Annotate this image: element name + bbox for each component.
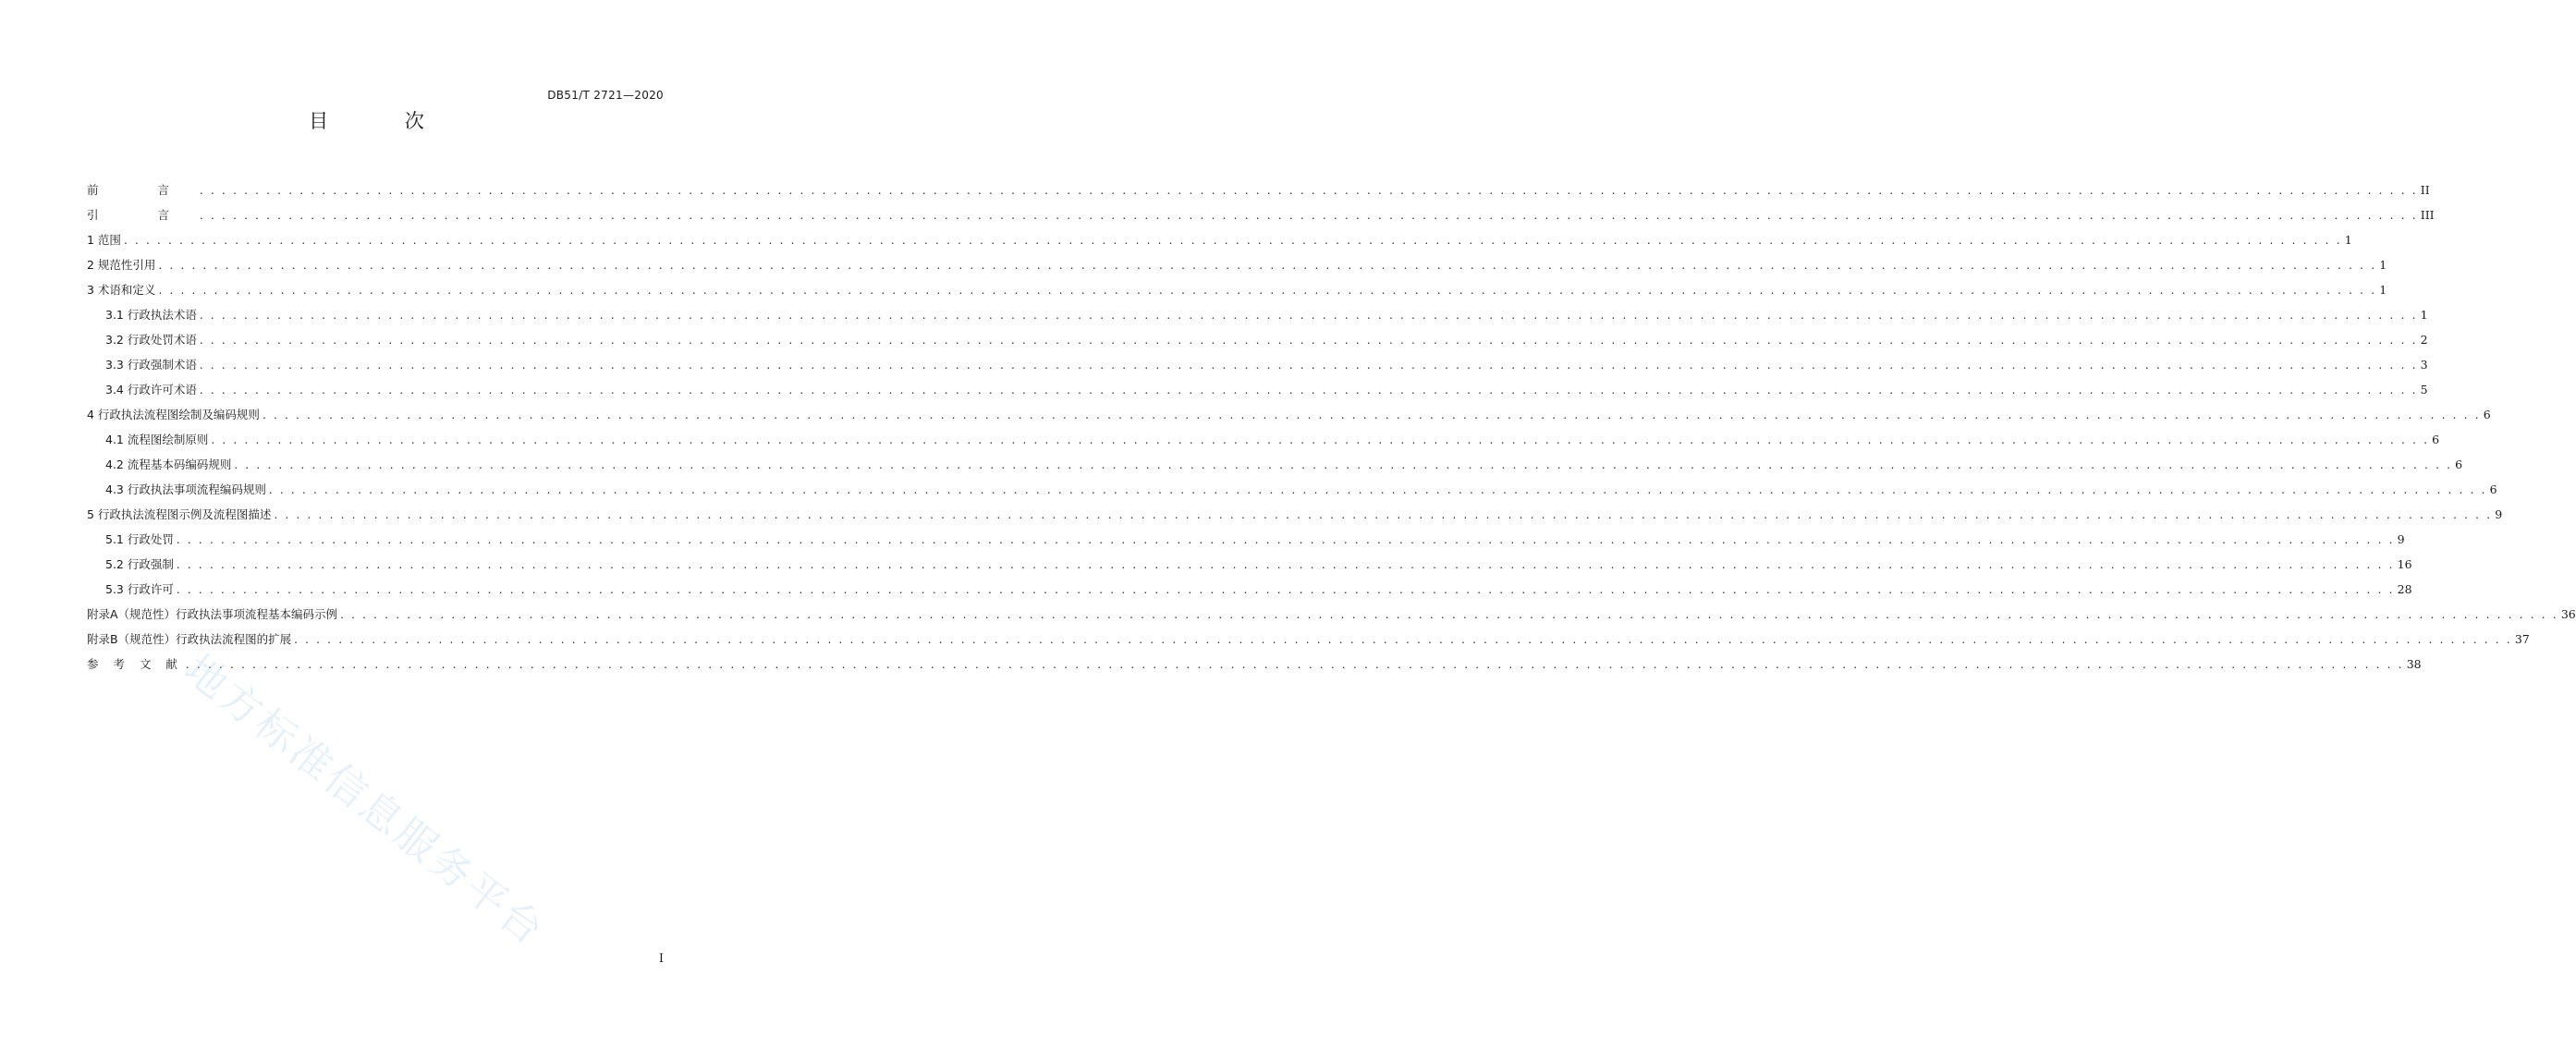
toc-entry-label: 引 言 <box>87 208 197 222</box>
toc-entry-label: 4.3 行政执法事项流程编码规则 <box>105 482 266 496</box>
toc-entry[interactable] <box>87 427 2440 452</box>
toc-entry-label: 参 考 文 献 <box>87 657 183 671</box>
toc-entry-page: 9 <box>2397 532 2405 546</box>
toc-entry[interactable] <box>87 627 2530 652</box>
toc-leader-dots: . . . . . . . . . . . . . . . . . . . . . . . . . . . . . . . . . . . . . . . . . . . . . . . . . . . . . . . . . . . . . . . . . . . . . . . . . . . . . . . . . . . . . . . . . . . . . . . . . . . . . . . . . . . . . . . . . . . . . . . . . . . . . . . . . . . . . . . . . . . . . . . . . . . . . . . . . . . . . . . . . . . . . . . . . . . . . . . . . . . . . . . . . . . . . . . . . . . . . . . . <box>340 608 2558 621</box>
toc-leader-dots: . . . . . . . . . . . . . . . . . . . . . . . . . . . . . . . . . . . . . . . . . . . . . . . . . . . . . . . . . . . . . . . . . . . . . . . . . . . . . . . . . . . . . . . . . . . . . . . . . . . . . . . . . . . . . . . . . . . . . . . . . . . . . . . . . . . . . . . . . . . . . . . . . . . . . . . . . . . . . . . . . . . . . . . . . . . . . . . . . . . . . . . . . . . . . . . . . . . . . . . . <box>294 633 2512 646</box>
toc-entry-page: 5 <box>2420 383 2428 396</box>
toc-entry-label: 1 范围 <box>87 233 121 247</box>
toc-entry[interactable] <box>87 252 2387 277</box>
toc-entry-page: 1 <box>2420 308 2428 322</box>
toc-entry-label: 附录B（规范性）行政执法流程图的扩展 <box>87 632 292 646</box>
toc-entry[interactable] <box>87 227 2352 252</box>
toc-entry-page: 36 <box>2560 607 2576 621</box>
toc-leader-dots: . . . . . . . . . . . . . . . . . . . . . . . . . . . . . . . . . . . . . . . . . . . . . . . . . . . . . . . . . . . . . . . . . . . . . . . . . . . . . . . . . . . . . . . . . . . . . . . . . . . . . . . . . . . . . . . . . . . . . . . . . . . . . . . . . . . . . . . . . . . . . . . . . . . . . . . . . . . . . . . . . . . . . . . . . . . . . . . . . . . . . . . . . . . . . . . . . . . . . . . . <box>234 458 2453 471</box>
toc-entry-page: 1 <box>2379 258 2387 272</box>
toc-leader-dots: . . . . . . . . . . . . . . . . . . . . . . . . . . . . . . . . . . . . . . . . . . . . . . . . . . . . . . . . . . . . . . . . . . . . . . . . . . . . . . . . . . . . . . . . . . . . . . . . . . . . . . . . . . . . . . . . . . . . . . . . . . . . . . . . . . . . . . . . . . . . . . . . . . . . . . . . . . . . . . . . . . . . . . . . . . . . . . . . . . . . . . . . . . . . . . . . . . . . . . . . <box>199 384 2418 396</box>
toc-entry[interactable] <box>87 527 2405 552</box>
toc-leader-dots: . . . . . . . . . . . . . . . . . . . . . . . . . . . . . . . . . . . . . . . . . . . . . . . . . . . . . . . . . . . . . . . . . . . . . . . . . . . . . . . . . . . . . . . . . . . . . . . . . . . . . . . . . . . . . . . . . . . . . . . . . . . . . . . . . . . . . . . . . . . . . . . . . . . . . . . . . . . . . . . . . . . . . . . . . . . . . . . . . . . . . . . . . . . . . . . . . . . . . . . . <box>262 409 2481 421</box>
toc-entry[interactable] <box>87 577 2412 602</box>
toc-leader-dots: . . . . . . . . . . . . . . . . . . . . . . . . . . . . . . . . . . . . . . . . . . . . . . . . . . . . . . . . . . . . . . . . . . . . . . . . . . . . . . . . . . . . . . . . . . . . . . . . . . . . . . . . . . . . . . . . . . . . . . . . . . . . . . . . . . . . . . . . . . . . . . . . . . . . . . . . . . . . . . . . . . . . . . . . . . . . . . . . . . . . . . . . . . . . . . . . . . . . . . . . <box>274 508 2493 521</box>
toc-entry-label: 附录A（规范性）行政执法事项流程基本编码示例 <box>87 607 338 621</box>
document-code: DB51/T 2721—2020 <box>547 89 664 102</box>
toc-entry-page: 38 <box>2406 657 2422 671</box>
toc-entry-page: 1 <box>2379 283 2387 297</box>
toc-entry[interactable] <box>87 377 2428 402</box>
watermark: 地方标准信息服务平台 <box>175 645 555 957</box>
toc-entry-label: 3 术语和定义 <box>87 283 156 297</box>
toc-entry-page: 6 <box>2483 408 2491 421</box>
toc-leader-dots: . . . . . . . . . . . . . . . . . . . . . . . . . . . . . . . . . . . . . . . . . . . . . . . . . . . . . . . . . . . . . . . . . . . . . . . . . . . . . . . . . . . . . . . . . . . . . . . . . . . . . . . . . . . . . . . . . . . . . . . . . . . . . . . . . . . . . . . . . . . . . . . . . . . . . . . . . . . . . . . . . . . . . . . . . . . . . . . . . . . . . . . . . . . . . . . . . . . . . . . . <box>199 184 2418 197</box>
toc-leader-dots: . . . . . . . . . . . . . . . . . . . . . . . . . . . . . . . . . . . . . . . . . . . . . . . . . . . . . . . . . . . . . . . . . . . . . . . . . . . . . . . . . . . . . . . . . . . . . . . . . . . . . . . . . . . . . . . . . . . . . . . . . . . . . . . . . . . . . . . . . . . . . . . . . . . . . . . . . . . . . . . . . . . . . . . . . . . . . . . . . . . . . . . . . . . . . . . . . . . . . . . . <box>176 558 2395 571</box>
toc-leader-dots: . . . . . . . . . . . . . . . . . . . . . . . . . . . . . . . . . . . . . . . . . . . . . . . . . . . . . . . . . . . . . . . . . . . . . . . . . . . . . . . . . . . . . . . . . . . . . . . . . . . . . . . . . . . . . . . . . . . . . . . . . . . . . . . . . . . . . . . . . . . . . . . . . . . . . . . . . . . . . . . . . . . . . . . . . . . . . . . . . . . . . . . . . . . . . . . . . . . . . . . . <box>185 658 2404 671</box>
toc-entry-page: 6 <box>2455 458 2463 471</box>
toc-entry-label: 3.4 行政许可术语 <box>105 383 197 396</box>
toc-entry[interactable] <box>87 452 2463 477</box>
toc-leader-dots: . . . . . . . . . . . . . . . . . . . . . . . . . . . . . . . . . . . . . . . . . . . . . . . . . . . . . . . . . . . . . . . . . . . . . . . . . . . . . . . . . . . . . . . . . . . . . . . . . . . . . . . . . . . . . . . . . . . . . . . . . . . . . . . . . . . . . . . . . . . . . . . . . . . . . . . . . . . . . . . . . . . . . . . . . . . . . . . . . . . . . . . . . . . . . . . . . . . . . . . . <box>199 359 2418 372</box>
toc-entry[interactable] <box>87 177 2430 202</box>
toc-leader-dots: . . . . . . . . . . . . . . . . . . . . . . . . . . . . . . . . . . . . . . . . . . . . . . . . . . . . . . . . . . . . . . . . . . . . . . . . . . . . . . . . . . . . . . . . . . . . . . . . . . . . . . . . . . . . . . . . . . . . . . . . . . . . . . . . . . . . . . . . . . . . . . . . . . . . . . . . . . . . . . . . . . . . . . . . . . . . . . . . . . . . . . . . . . . . . . . . . . . . . . . . <box>199 209 2418 222</box>
toc-entry[interactable] <box>87 402 2491 427</box>
toc-entry[interactable] <box>87 302 2428 327</box>
toc-entry-page: 1 <box>2344 233 2352 247</box>
toc-entry[interactable] <box>87 352 2428 377</box>
toc-entry-page: III <box>2420 208 2435 222</box>
toc-entry-label: 4 行政执法流程图绘制及编码规则 <box>87 408 260 421</box>
page-title: 目 次 <box>309 110 459 132</box>
toc-entry[interactable] <box>87 602 2576 627</box>
toc-entry-page: 2 <box>2420 333 2428 347</box>
toc-entry-label: 5.2 行政强制 <box>105 557 174 571</box>
toc-entry-page: 37 <box>2514 632 2530 646</box>
toc-entry-label: 3.1 行政执法术语 <box>105 308 197 322</box>
toc-leader-dots: . . . . . . . . . . . . . . . . . . . . . . . . . . . . . . . . . . . . . . . . . . . . . . . . . . . . . . . . . . . . . . . . . . . . . . . . . . . . . . . . . . . . . . . . . . . . . . . . . . . . . . . . . . . . . . . . . . . . . . . . . . . . . . . . . . . . . . . . . . . . . . . . . . . . . . . . . . . . . . . . . . . . . . . . . . . . . . . . . . . . . . . . . . . . . . . . . . . . . . . . <box>158 259 2377 272</box>
toc-entry-label: 5.3 行政许可 <box>105 582 174 596</box>
toc-leader-dots: . . . . . . . . . . . . . . . . . . . . . . . . . . . . . . . . . . . . . . . . . . . . . . . . . . . . . . . . . . . . . . . . . . . . . . . . . . . . . . . . . . . . . . . . . . . . . . . . . . . . . . . . . . . . . . . . . . . . . . . . . . . . . . . . . . . . . . . . . . . . . . . . . . . . . . . . . . . . . . . . . . . . . . . . . . . . . . . . . . . . . . . . . . . . . . . . . . . . . . . . <box>268 483 2487 496</box>
toc-entry-page: 6 <box>2489 482 2497 496</box>
toc-entry-page: 3 <box>2420 358 2428 372</box>
toc-entry[interactable] <box>87 277 2387 302</box>
toc-entry-page: 9 <box>2495 507 2503 521</box>
toc-entry-label: 5 行政执法流程图示例及流程图描述 <box>87 507 272 521</box>
toc-entry-page: II <box>2420 183 2430 197</box>
toc-entry-label: 3.3 行政强制术语 <box>105 358 197 372</box>
toc-entry-label: 2 规范性引用 <box>87 258 156 272</box>
toc-leader-dots: . . . . . . . . . . . . . . . . . . . . . . . . . . . . . . . . . . . . . . . . . . . . . . . . . . . . . . . . . . . . . . . . . . . . . . . . . . . . . . . . . . . . . . . . . . . . . . . . . . . . . . . . . . . . . . . . . . . . . . . . . . . . . . . . . . . . . . . . . . . . . . . . . . . . . . . . . . . . . . . . . . . . . . . . . . . . . . . . . . . . . . . . . . . . . . . . . . . . . . . . <box>176 583 2395 596</box>
page-number: I <box>658 952 664 966</box>
toc-entry-label: 5.1 行政处罚 <box>105 532 174 546</box>
toc-entry-label: 4.1 流程图绘制原则 <box>105 433 209 446</box>
toc-entry-page: 16 <box>2397 557 2412 571</box>
toc-entry[interactable] <box>87 202 2435 227</box>
toc-leader-dots: . . . . . . . . . . . . . . . . . . . . . . . . . . . . . . . . . . . . . . . . . . . . . . . . . . . . . . . . . . . . . . . . . . . . . . . . . . . . . . . . . . . . . . . . . . . . . . . . . . . . . . . . . . . . . . . . . . . . . . . . . . . . . . . . . . . . . . . . . . . . . . . . . . . . . . . . . . . . . . . . . . . . . . . . . . . . . . . . . . . . . . . . . . . . . . . . . . . . . . . . <box>199 309 2418 322</box>
toc-leader-dots: . . . . . . . . . . . . . . . . . . . . . . . . . . . . . . . . . . . . . . . . . . . . . . . . . . . . . . . . . . . . . . . . . . . . . . . . . . . . . . . . . . . . . . . . . . . . . . . . . . . . . . . . . . . . . . . . . . . . . . . . . . . . . . . . . . . . . . . . . . . . . . . . . . . . . . . . . . . . . . . . . . . . . . . . . . . . . . . . . . . . . . . . . . . . . . . . . . . . . . . . <box>199 334 2418 347</box>
toc-entry-label: 3.2 行政处罚术语 <box>105 333 197 347</box>
toc-leader-dots: . . . . . . . . . . . . . . . . . . . . . . . . . . . . . . . . . . . . . . . . . . . . . . . . . . . . . . . . . . . . . . . . . . . . . . . . . . . . . . . . . . . . . . . . . . . . . . . . . . . . . . . . . . . . . . . . . . . . . . . . . . . . . . . . . . . . . . . . . . . . . . . . . . . . . . . . . . . . . . . . . . . . . . . . . . . . . . . . . . . . . . . . . . . . . . . . . . . . . . . . <box>123 234 2342 247</box>
toc-entry[interactable] <box>87 477 2497 502</box>
toc-entry[interactable] <box>87 652 2422 677</box>
toc-entry[interactable] <box>87 552 2412 577</box>
toc-entry-label: 4.2 流程基本码编码规则 <box>105 458 232 471</box>
toc-entry-label: 前 言 <box>87 183 197 197</box>
toc-entry[interactable] <box>87 327 2428 352</box>
toc-leader-dots: . . . . . . . . . . . . . . . . . . . . . . . . . . . . . . . . . . . . . . . . . . . . . . . . . . . . . . . . . . . . . . . . . . . . . . . . . . . . . . . . . . . . . . . . . . . . . . . . . . . . . . . . . . . . . . . . . . . . . . . . . . . . . . . . . . . . . . . . . . . . . . . . . . . . . . . . . . . . . . . . . . . . . . . . . . . . . . . . . . . . . . . . . . . . . . . . . . . . . . . . <box>211 433 2430 446</box>
toc-entry-page: 6 <box>2432 433 2440 446</box>
toc-leader-dots: . . . . . . . . . . . . . . . . . . . . . . . . . . . . . . . . . . . . . . . . . . . . . . . . . . . . . . . . . . . . . . . . . . . . . . . . . . . . . . . . . . . . . . . . . . . . . . . . . . . . . . . . . . . . . . . . . . . . . . . . . . . . . . . . . . . . . . . . . . . . . . . . . . . . . . . . . . . . . . . . . . . . . . . . . . . . . . . . . . . . . . . . . . . . . . . . . . . . . . . . <box>158 284 2377 297</box>
toc-leader-dots: . . . . . . . . . . . . . . . . . . . . . . . . . . . . . . . . . . . . . . . . . . . . . . . . . . . . . . . . . . . . . . . . . . . . . . . . . . . . . . . . . . . . . . . . . . . . . . . . . . . . . . . . . . . . . . . . . . . . . . . . . . . . . . . . . . . . . . . . . . . . . . . . . . . . . . . . . . . . . . . . . . . . . . . . . . . . . . . . . . . . . . . . . . . . . . . . . . . . . . . . <box>176 533 2395 546</box>
toc-entry[interactable] <box>87 502 2503 527</box>
toc-entry-page: 28 <box>2397 582 2412 596</box>
table-of-contents <box>87 177 2576 677</box>
